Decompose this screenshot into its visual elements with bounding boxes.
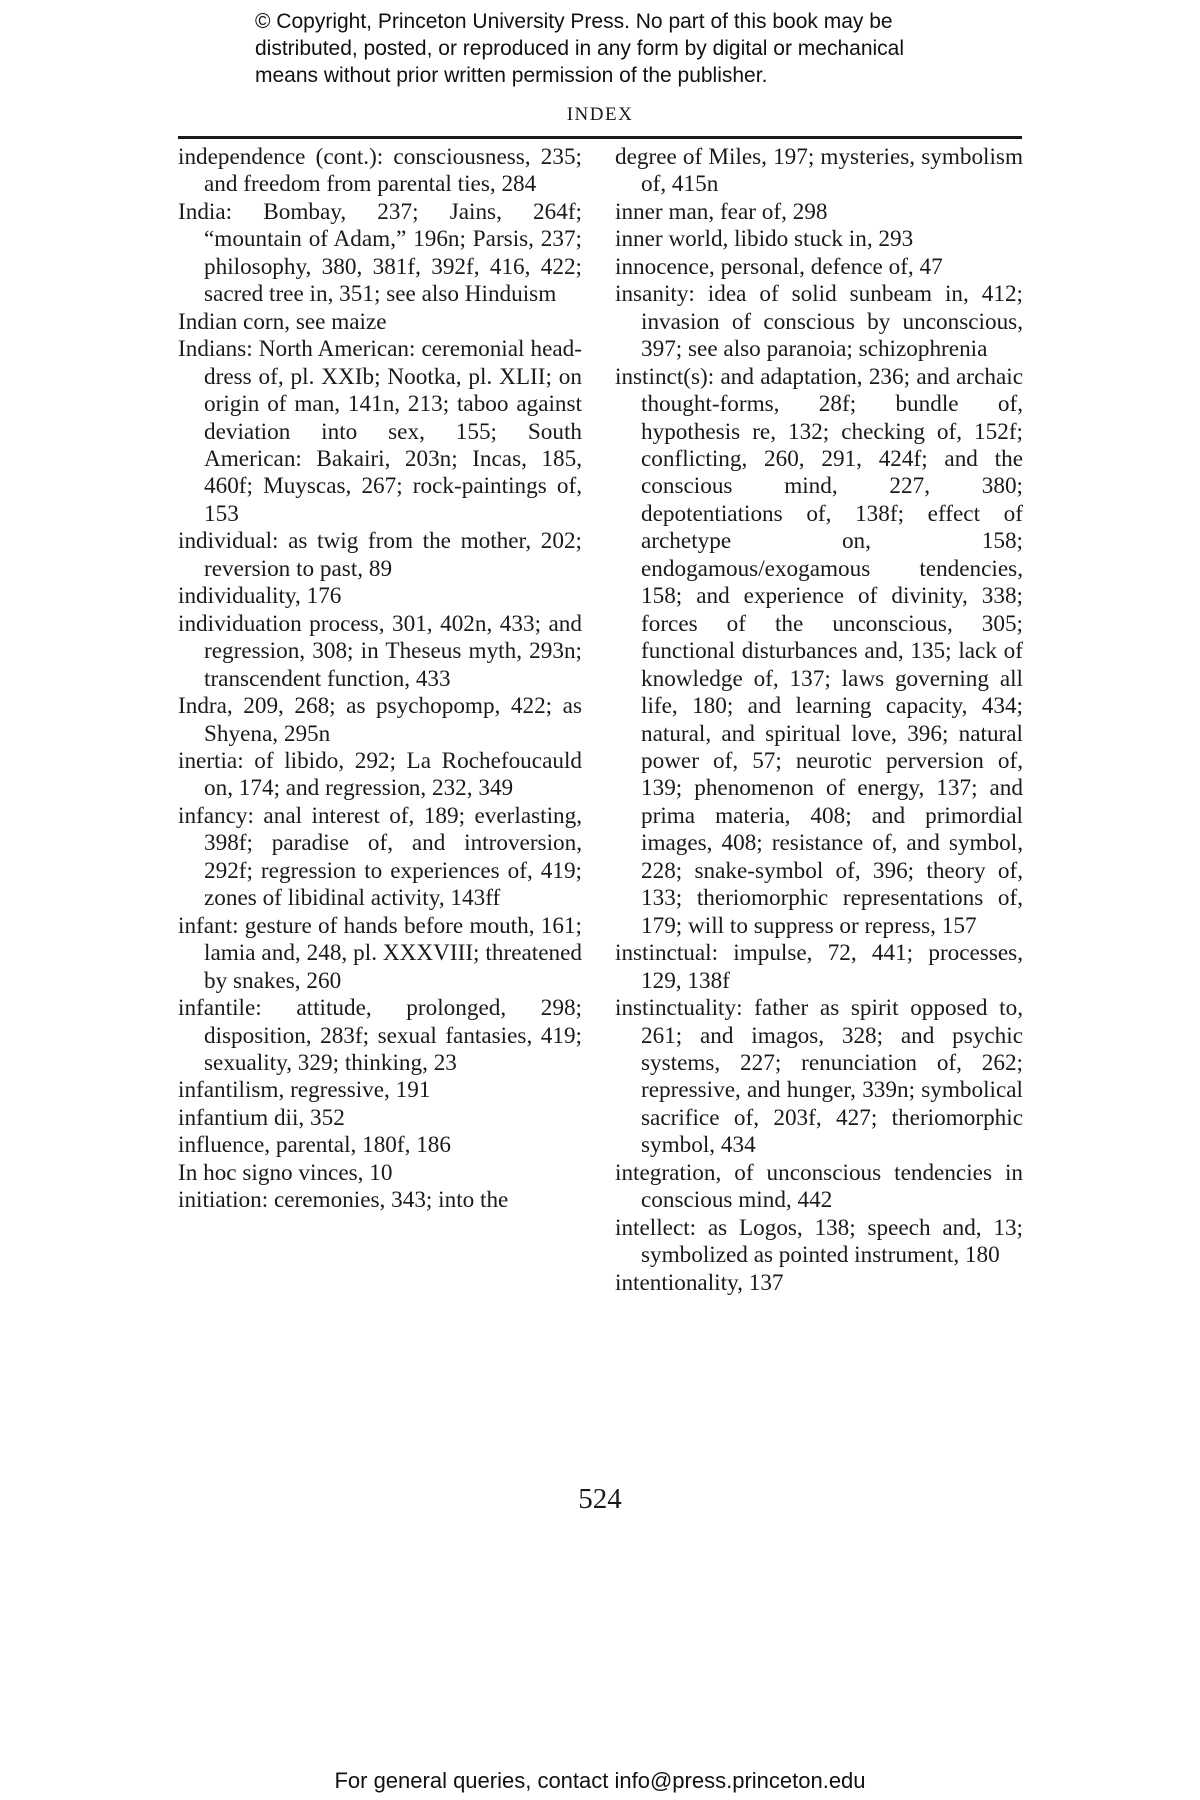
index-entry: individuation process, 301, 402n, 433; and regression, 308; in Theseus myth, 293n; transcendent function, 433 <box>178 610 582 692</box>
index-entry: independence (cont.): consciousness, 235; and freedom from parental ties, 284 <box>178 144 582 198</box>
page-number: 524 <box>578 1483 622 1515</box>
footer-contact: For general queries, contact info@press.princeton.edu <box>334 1768 866 1793</box>
index-column-right <box>615 144 1023 1297</box>
index-entry: instinctuality: father as spirit opposed to, 261; and imagos, 328; and psychic systems, 227; renunciation of, 262; repressive, and hunger, 339n; symbolical sacrifice of, 203f, 427; theriomorphic symbol, 434 <box>615 995 1023 1159</box>
index-entry: intentionality, 137 <box>615 1269 784 1296</box>
index-entry: infancy: anal interest of, 189; everlasting, 398f; paradise of, and introversion, 292f; regression to experiences of, 419; zones of libidinal activity, 143ff <box>178 802 582 912</box>
index-entry: infantilism, regressive, 191 <box>178 1077 431 1104</box>
index-entry: infantium dii, 352 <box>178 1104 345 1131</box>
index-entry: inertia: of libido, 292; La Rochefoucauld on, 174; and regression, 232, 349 <box>178 747 582 802</box>
index-entry: individuality, 176 <box>178 583 342 610</box>
index-entry: degree of Miles, 197; mysteries, symbolism of, 415n <box>615 144 1023 198</box>
index-entry: infantile: attitude, prolonged, 298; disposition, 283f; sexual fantasies, 419; sexuality, 329; thinking, 23 <box>178 995 582 1076</box>
index-entry: inner world, libido stuck in, 293 <box>615 226 914 253</box>
index-entry: influence, parental, 180f, 186 <box>178 1132 451 1159</box>
index-entry: integration, of unconscious tendencies in conscious mind, 442 <box>615 1159 1023 1214</box>
index-entry: instinct(s): and adaptation, 236; and archaic thought-forms, 28f; bundle of, hypothesis re, 132; checking of, 152f; conflicting, 260, 291, 424f; and the conscious mind, 227, 380; depotentiations of, 138f; effect of archetype on, 158; endogamous/exogamous tendencies, 158; and experience of divinity, 338; forces of the unconscious, 305; functional disturbances and, 135; lack of knowledge of, 137; laws governing all life, 180; and learning capacity, 434; natural, and spiritual love, 396; natural power of, 57; neurotic perversion of, 139; phenomenon of energy, 137; and prima materia, 408; and primordial images, 408; resistance of, and symbol, 228; snake-symbol of, 396; theory of, 133; theriomorphic representations of, 179; will to suppress or repress, 157 <box>615 363 1023 939</box>
index-entry: infant: gesture of hands before mouth, 161; lamia and, 248, pl. XXXVIII; threatened by snakes, 260 <box>178 912 582 994</box>
index-column-left <box>178 144 582 1215</box>
copyright-line: distributed, posted, or reproduced in any form by digital or mechanical <box>255 37 905 60</box>
index-entry: innocence, personal, defence of, 47 <box>615 253 943 280</box>
header-rule <box>178 136 1022 139</box>
copyright-line: © Copyright, Princeton University Press. No part of this book may be <box>255 10 893 33</box>
index-entry: instinctual: impulse, 72, 441; processes, 129, 138f <box>615 940 1023 994</box>
index-entry: India: Bombay, 237; Jains, 264f; “mountain of Adam,” 196n; Parsis, 237; philosophy, 380, 381f, 392f, 416, 422; sacred tree in, 351; see also Hinduism <box>178 198 582 308</box>
copyright-line: means without prior written permission of the publisher. <box>255 64 768 87</box>
index-entry: initiation: ceremonies, 343; into the <box>178 1187 509 1214</box>
index-entry: Indians: North American: ceremonial head-dress of, pl. XXIb; Nootka, pl. XLII; on origin of man, 141n, 213; taboo against deviation into sex, 155; South American: Bakairi, 203n; Incas, 185, 460f; Muyscas, 267; rock-paintings of, 153 <box>178 336 582 527</box>
index-entry: In hoc signo vinces, 10 <box>178 1159 393 1186</box>
index-entry: Indra, 209, 268; as psychopomp, 422; as Shyena, 295n <box>178 693 582 747</box>
index-entry: intellect: as Logos, 138; speech and, 13; symbolized as pointed instrument, 180 <box>615 1214 1023 1269</box>
index-entry: inner man, fear of, 298 <box>615 198 828 225</box>
index-entry: Indian corn, see maize <box>178 308 387 335</box>
index-entry: individual: as twig from the mother, 202; reversion to past, 89 <box>178 528 582 582</box>
index-entry: insanity: idea of solid sunbeam in, 412; invasion of conscious by unconscious, 397; see also paranoia; schizophrenia <box>615 281 1023 363</box>
copyright-notice <box>255 8 975 89</box>
running-head: INDEX <box>566 104 634 125</box>
